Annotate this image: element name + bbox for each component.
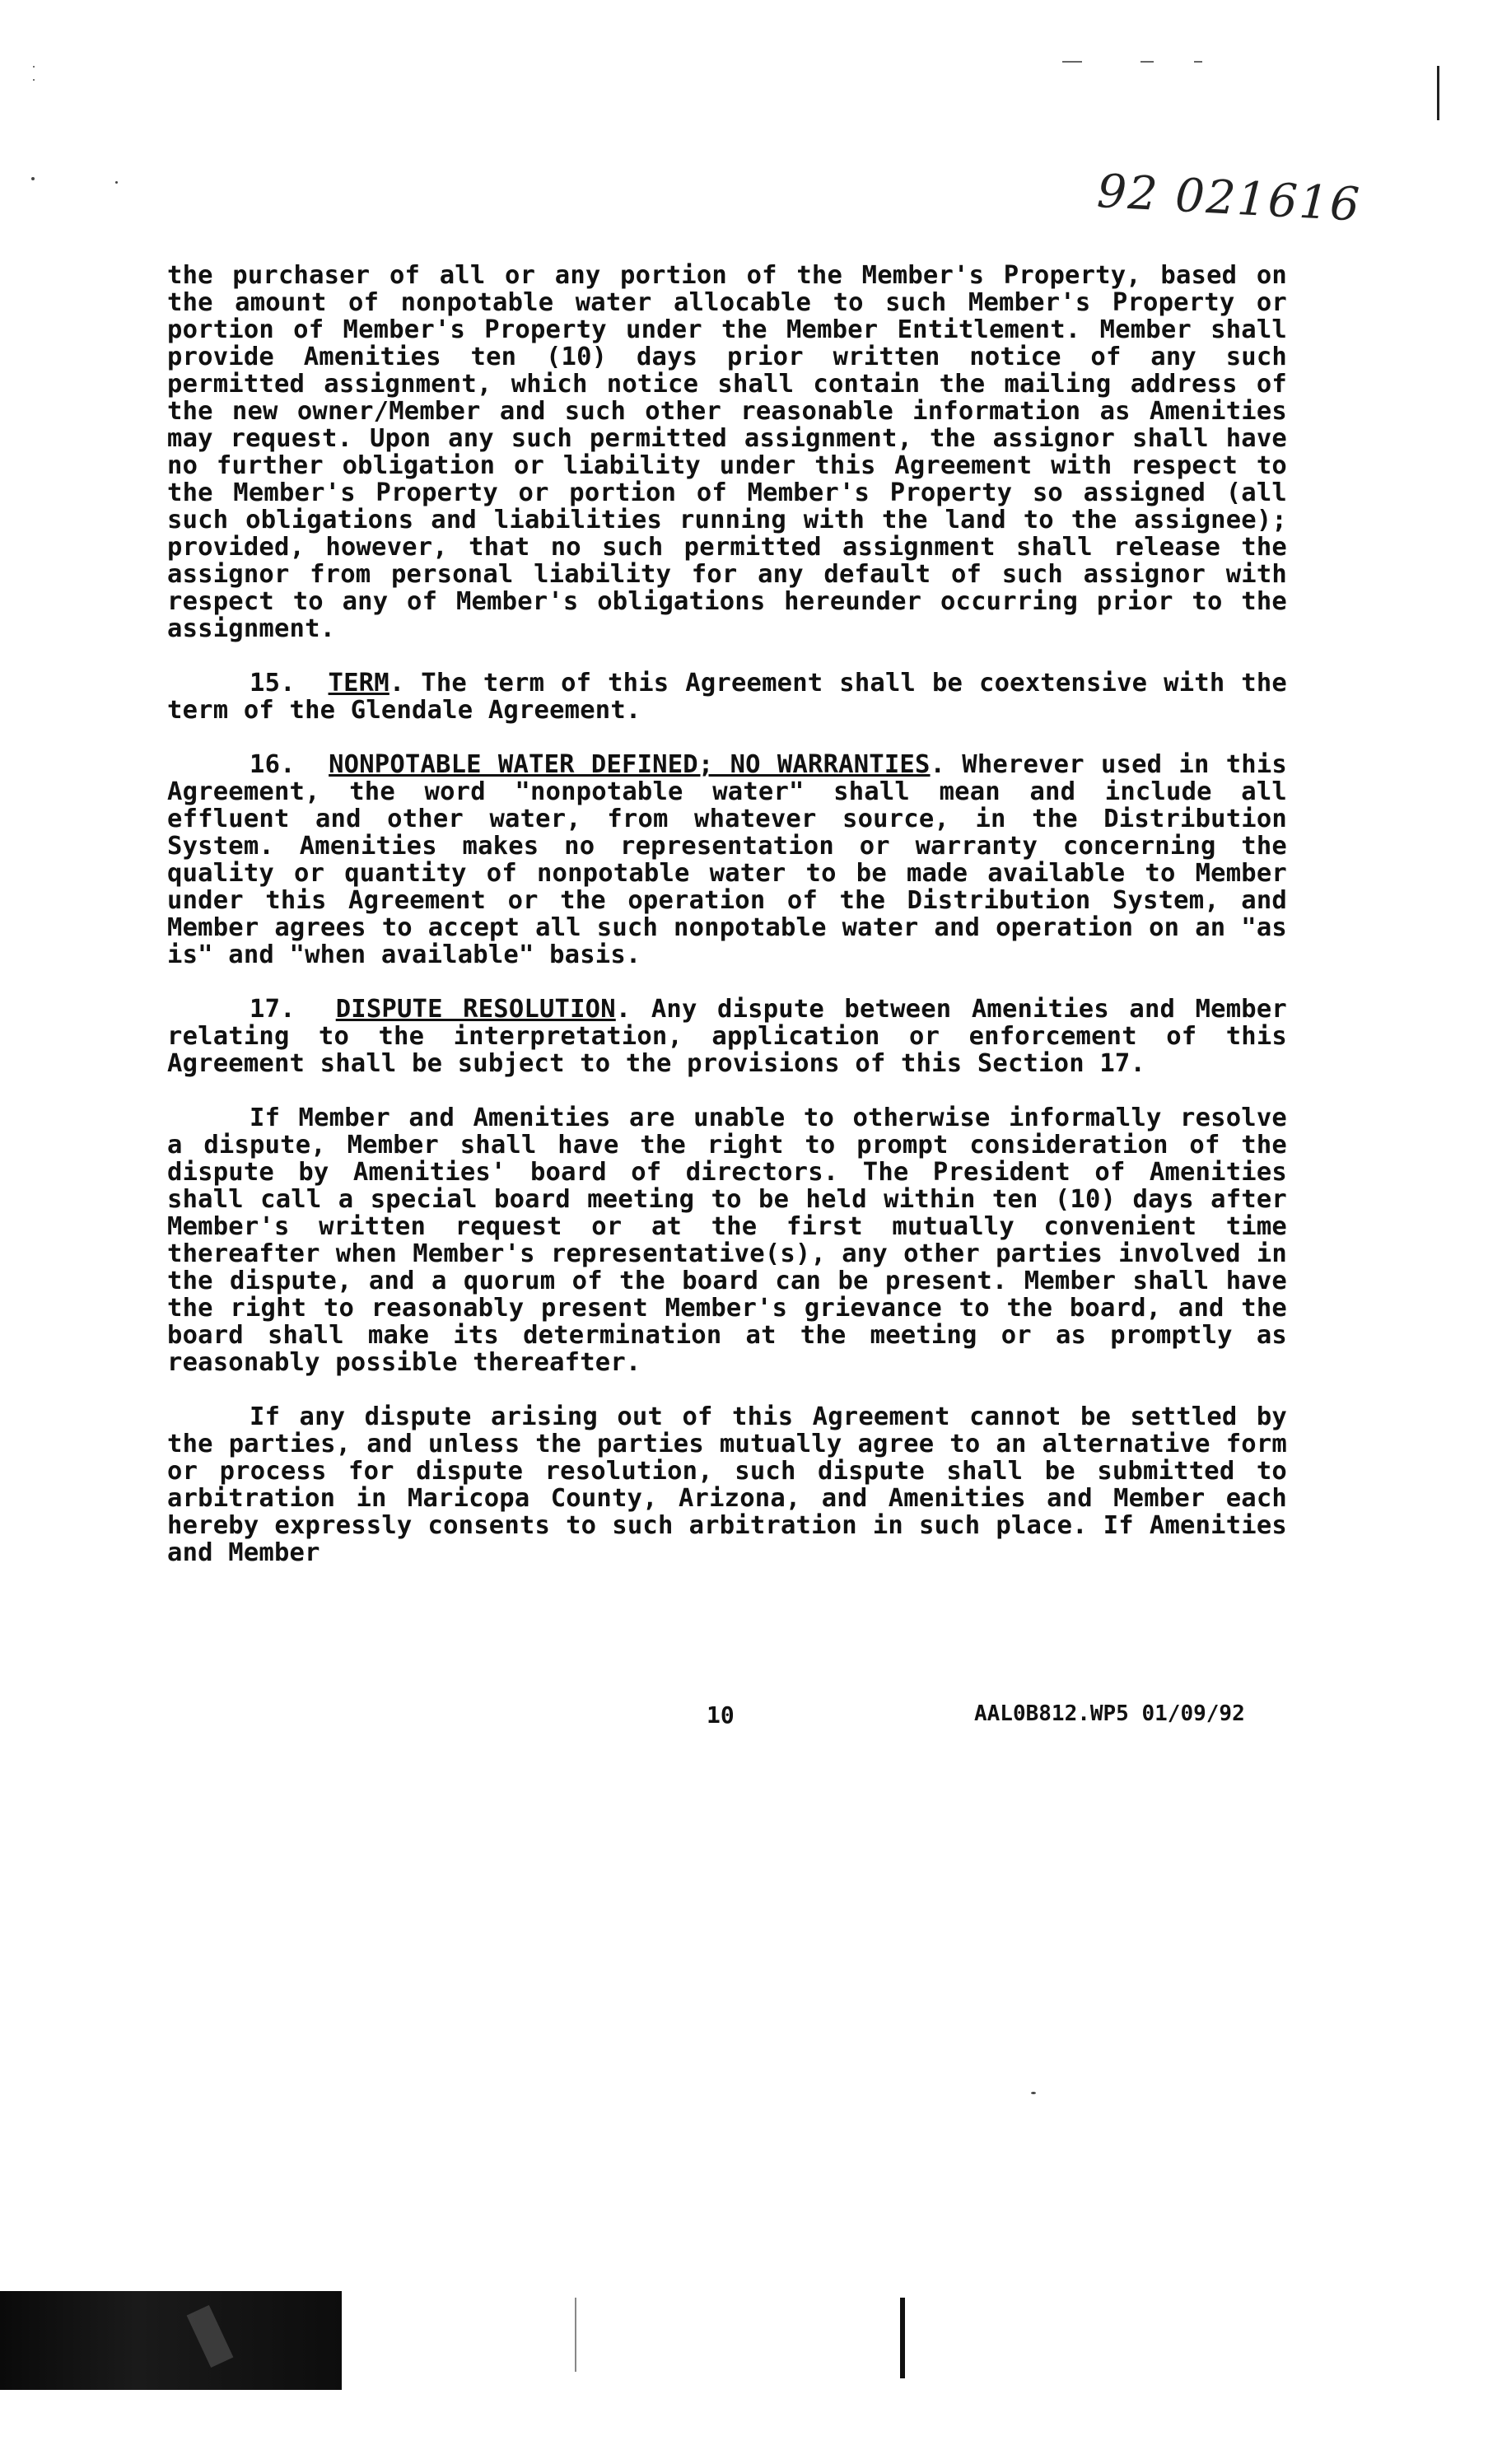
section-16-number: 16.: [250, 750, 296, 779]
scan-speck: [1031, 2092, 1036, 2094]
section-16: [167, 751, 1287, 968]
paragraph-assignment: the purchaser of all or any portion of the Member's Property, based on the amount of nonpotable water allocable to such Member's Property or portion of Member's Property under the Member Entitlement. Member shall provide Amenities ten (10) days prior written notice of any such permitted assignment, which notice shall contain the mailing address of the new owner/Member and such other reasonable information as Amenities may request. Upon any such permitted assignment, the assignor shall have no further obligation or liability under this Agreement with respect to the Member's Property or portion of Member's Property so assigned (all such obligations and liabilities running with the land to the assignee); provided, however, that no such permitted assignment shall release the assignor from personal liability for any default of such assignor with respect to any of Member's obligations hereunder occurring prior to the assignment.: [167, 261, 1287, 643]
section-15-number: 15.: [250, 669, 296, 698]
page-number: 10: [707, 1701, 735, 1729]
scan-speck: [115, 181, 118, 184]
scan-dash: [1140, 61, 1154, 63]
scan-edge-line-bottom-center: [575, 2298, 576, 2372]
section-15-text: . The term of this Agreement shall be coextensive with the term of the Glendale Agreement.: [167, 669, 1287, 725]
section-17-number: 17.: [250, 995, 296, 1024]
document-body: [167, 262, 1287, 1594]
section-17-text: . Any dispute between Amenities and Member relating to the interpretation, application or enforcement of this Agreement shall be subject to the provisions of this Section 17.: [167, 995, 1287, 1078]
section-17-heading: DISPUTE RESOLUTION: [335, 995, 616, 1024]
section-16-text: . Wherever used in this Agreement, the word "nonpotable water" shall mean and include all effluent and other water, from whatever source, in the Distribution System. Amenities makes no representation or warranty concerning the quality or quantity of nonpotable water to be made available to Member under this Agreement or the operation of the Distribution System, and Member agrees to accept all such nonpotable water and operation on an "as is" and "when available" basis.: [167, 750, 1287, 969]
scan-speck: [31, 177, 35, 180]
scan-dash: [1194, 61, 1202, 63]
scan-dash: [1062, 61, 1082, 63]
scan-speck: [33, 79, 35, 81]
recording-number: 92 021616: [1095, 165, 1363, 232]
scan-edge-line-bottom-right: [900, 2298, 905, 2378]
scan-dark-artifact: [0, 2291, 342, 2390]
paragraph-board-review: If Member and Amenities are unable to otherwise informally resolve a dispute, Member shall have the right to prompt consideration of the dispute by Amenities' board of directors. The President of Amenities shall call a special board meeting to be held within ten (10) days after Member's written request or at the first mutually convenient time thereafter when Member's representative(s), any other parties involved in the dispute, and a quorum of the board can be present. Member shall have the right to reasonably present Member's grievance to the board, and the board shall make its determination at the meeting or as promptly as reasonably possible thereafter.: [167, 1104, 1287, 1377]
scan-edge-line-top-right: [1437, 66, 1439, 120]
paragraph-arbitration: If any dispute arising out of this Agreement cannot be settled by the parties, and unless the parties mutually agree to an alternative form or process for dispute resolution, such dispute shall be submitted to arbitration in Maricopa County, Arizona, and Amenities and Member each hereby expressly consents to such arbitration in such place. If Amenities and Member: [167, 1402, 1287, 1567]
section-17: [167, 996, 1287, 1077]
section-15: [167, 670, 1287, 724]
scan-speck: [33, 66, 35, 68]
document-id: AAL0B812.WP5 01/09/92: [974, 1701, 1245, 1726]
section-15-heading: TERM: [328, 669, 389, 698]
section-16-heading: NONPOTABLE WATER DEFINED; NO WARRANTIES: [329, 750, 931, 779]
